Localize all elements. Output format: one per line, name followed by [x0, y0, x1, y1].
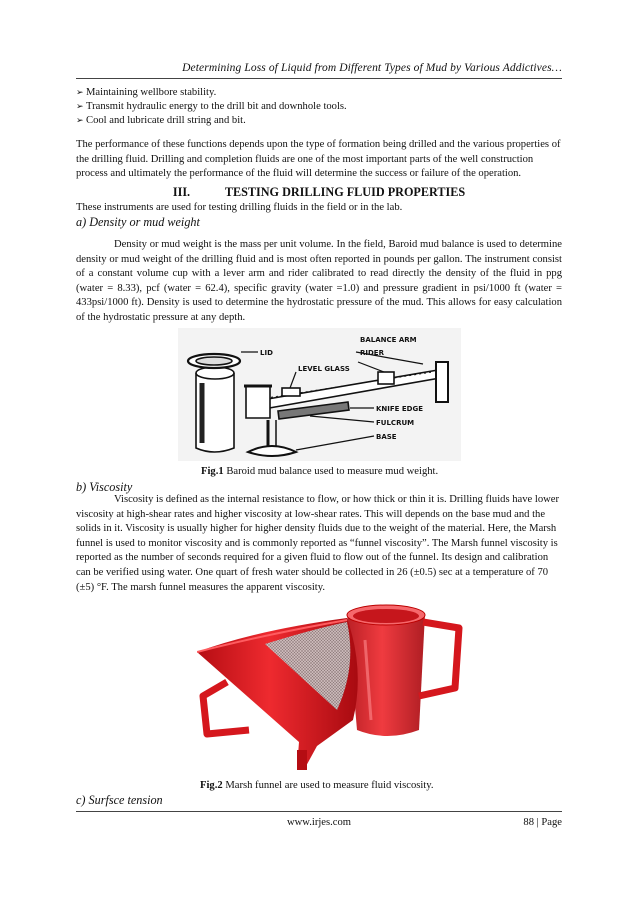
label-rider: RIDER — [360, 349, 384, 357]
list-item — [76, 100, 562, 114]
section-title: TESTING DRILLING FLUID PROPERTIES — [224, 185, 466, 199]
header-rule — [76, 78, 562, 79]
bullet-text: Transmit hydraulic energy to the drill bit and downhole tools. — [86, 101, 347, 112]
list-item — [76, 114, 562, 128]
paragraph-viscosity: Viscosity is defined as the internal resistance to flow, or how thick or thin it is. Drilling fluids have lower viscosity at high-shear rates and higher viscosity at low-shear rates. This will depends on the base mud and the solids in it. Viscosity is usually higher for higher density fluids due to the weight of the material. Here, the Marsh funnel is used to monitor viscosity and is commonly reported as “funnel viscosity”. The Marsh funnel viscosity is reported as the number of seconds required for a given fluid to flow out of the funnel. Its design and calibration can be verified using water. One quart of fresh water should be collected in 26 (±0.5) sec at a temperature of 70 (±5) °F. The marsh funnel measures the apparent viscosity. — [76, 494, 559, 593]
running-header: Determining Loss of Liquid from Different Types of Mud by Various Addictives… — [182, 62, 562, 74]
arrow-bullet-icon: ➢ — [76, 102, 84, 112]
figure1-caption-label: Fig.1 — [201, 466, 224, 477]
marsh-funnel-image — [197, 618, 358, 770]
figure2-caption-text: Marsh funnel are used to measure fluid viscosity. — [222, 780, 434, 791]
label-fulcrum: FULCRUM — [376, 419, 415, 427]
subsection-viscosity-heading: b) Viscosity — [76, 480, 133, 494]
list-item — [76, 86, 562, 100]
figure-mud-balance — [178, 328, 461, 461]
figure2-caption-label: Fig.2 — [200, 780, 223, 791]
bullet-list — [76, 86, 562, 128]
paragraph-functions: The performance of these functions depends upon the type of formation being drilled and the various properties of the drilling fluid. Drilling and completion fluids are one of the most important parts of the well construction process and ultimately the performance of the fluid will determine the success or failure of the operation. — [76, 139, 561, 180]
label-level-glass: LEVEL GLASS — [298, 365, 350, 373]
bullet-text: Cool and lubricate drill string and bit. — [86, 115, 246, 126]
paragraph-instruments: These instruments are used for testing drilling fluids in the field or in the lab. — [76, 202, 403, 213]
label-balance-arm: BALANCE ARM — [360, 336, 417, 344]
measuring-cup-image — [347, 605, 459, 736]
paragraph-density: Density or mud weight is the mass per unit volume. In the field, Baroid mud balance is used to determine density or mud weight of the drilling fluid and is most often reported in pounds per gallon. The instrument consist of a constant volume cup with a lever arm and rider calibrated to read directly the density of the fluid in ppg (water = 8.33), pcf (water = 62.4), specific gravity (water =1.0) and pressure gradient in psi/1000 ft (water = 433psi/1000 ft). Density is used to determine the hydrostatic pressure of the mud. This allows for easy calculation of the hydrostatic pressure at any depth. — [76, 239, 562, 323]
page-number: 88 | Page — [523, 817, 562, 828]
subsection-density-heading: a) Density or mud weight — [76, 215, 200, 229]
section-heading — [76, 185, 562, 200]
footer-rule — [76, 811, 562, 812]
label-knife-edge: KNIFE EDGE — [376, 405, 424, 413]
arrow-bullet-icon: ➢ — [76, 116, 84, 126]
arrow-bullet-icon: ➢ — [76, 88, 84, 98]
subsection-surface-tension-heading: c) Surfsce tension — [76, 793, 163, 807]
label-lid: LID — [260, 349, 273, 357]
figure1-caption-text: Baroid mud balance used to measure mud weight. — [223, 466, 439, 477]
figure2-caption — [200, 780, 434, 791]
figure-marsh-funnel — [197, 600, 467, 772]
bullet-text: Maintaining wellbore stability. — [86, 87, 217, 98]
section-number: III. — [172, 185, 191, 199]
footer-url: www.irjes.com — [286, 817, 352, 828]
figure1-caption — [201, 466, 438, 477]
label-base: BASE — [376, 433, 397, 441]
